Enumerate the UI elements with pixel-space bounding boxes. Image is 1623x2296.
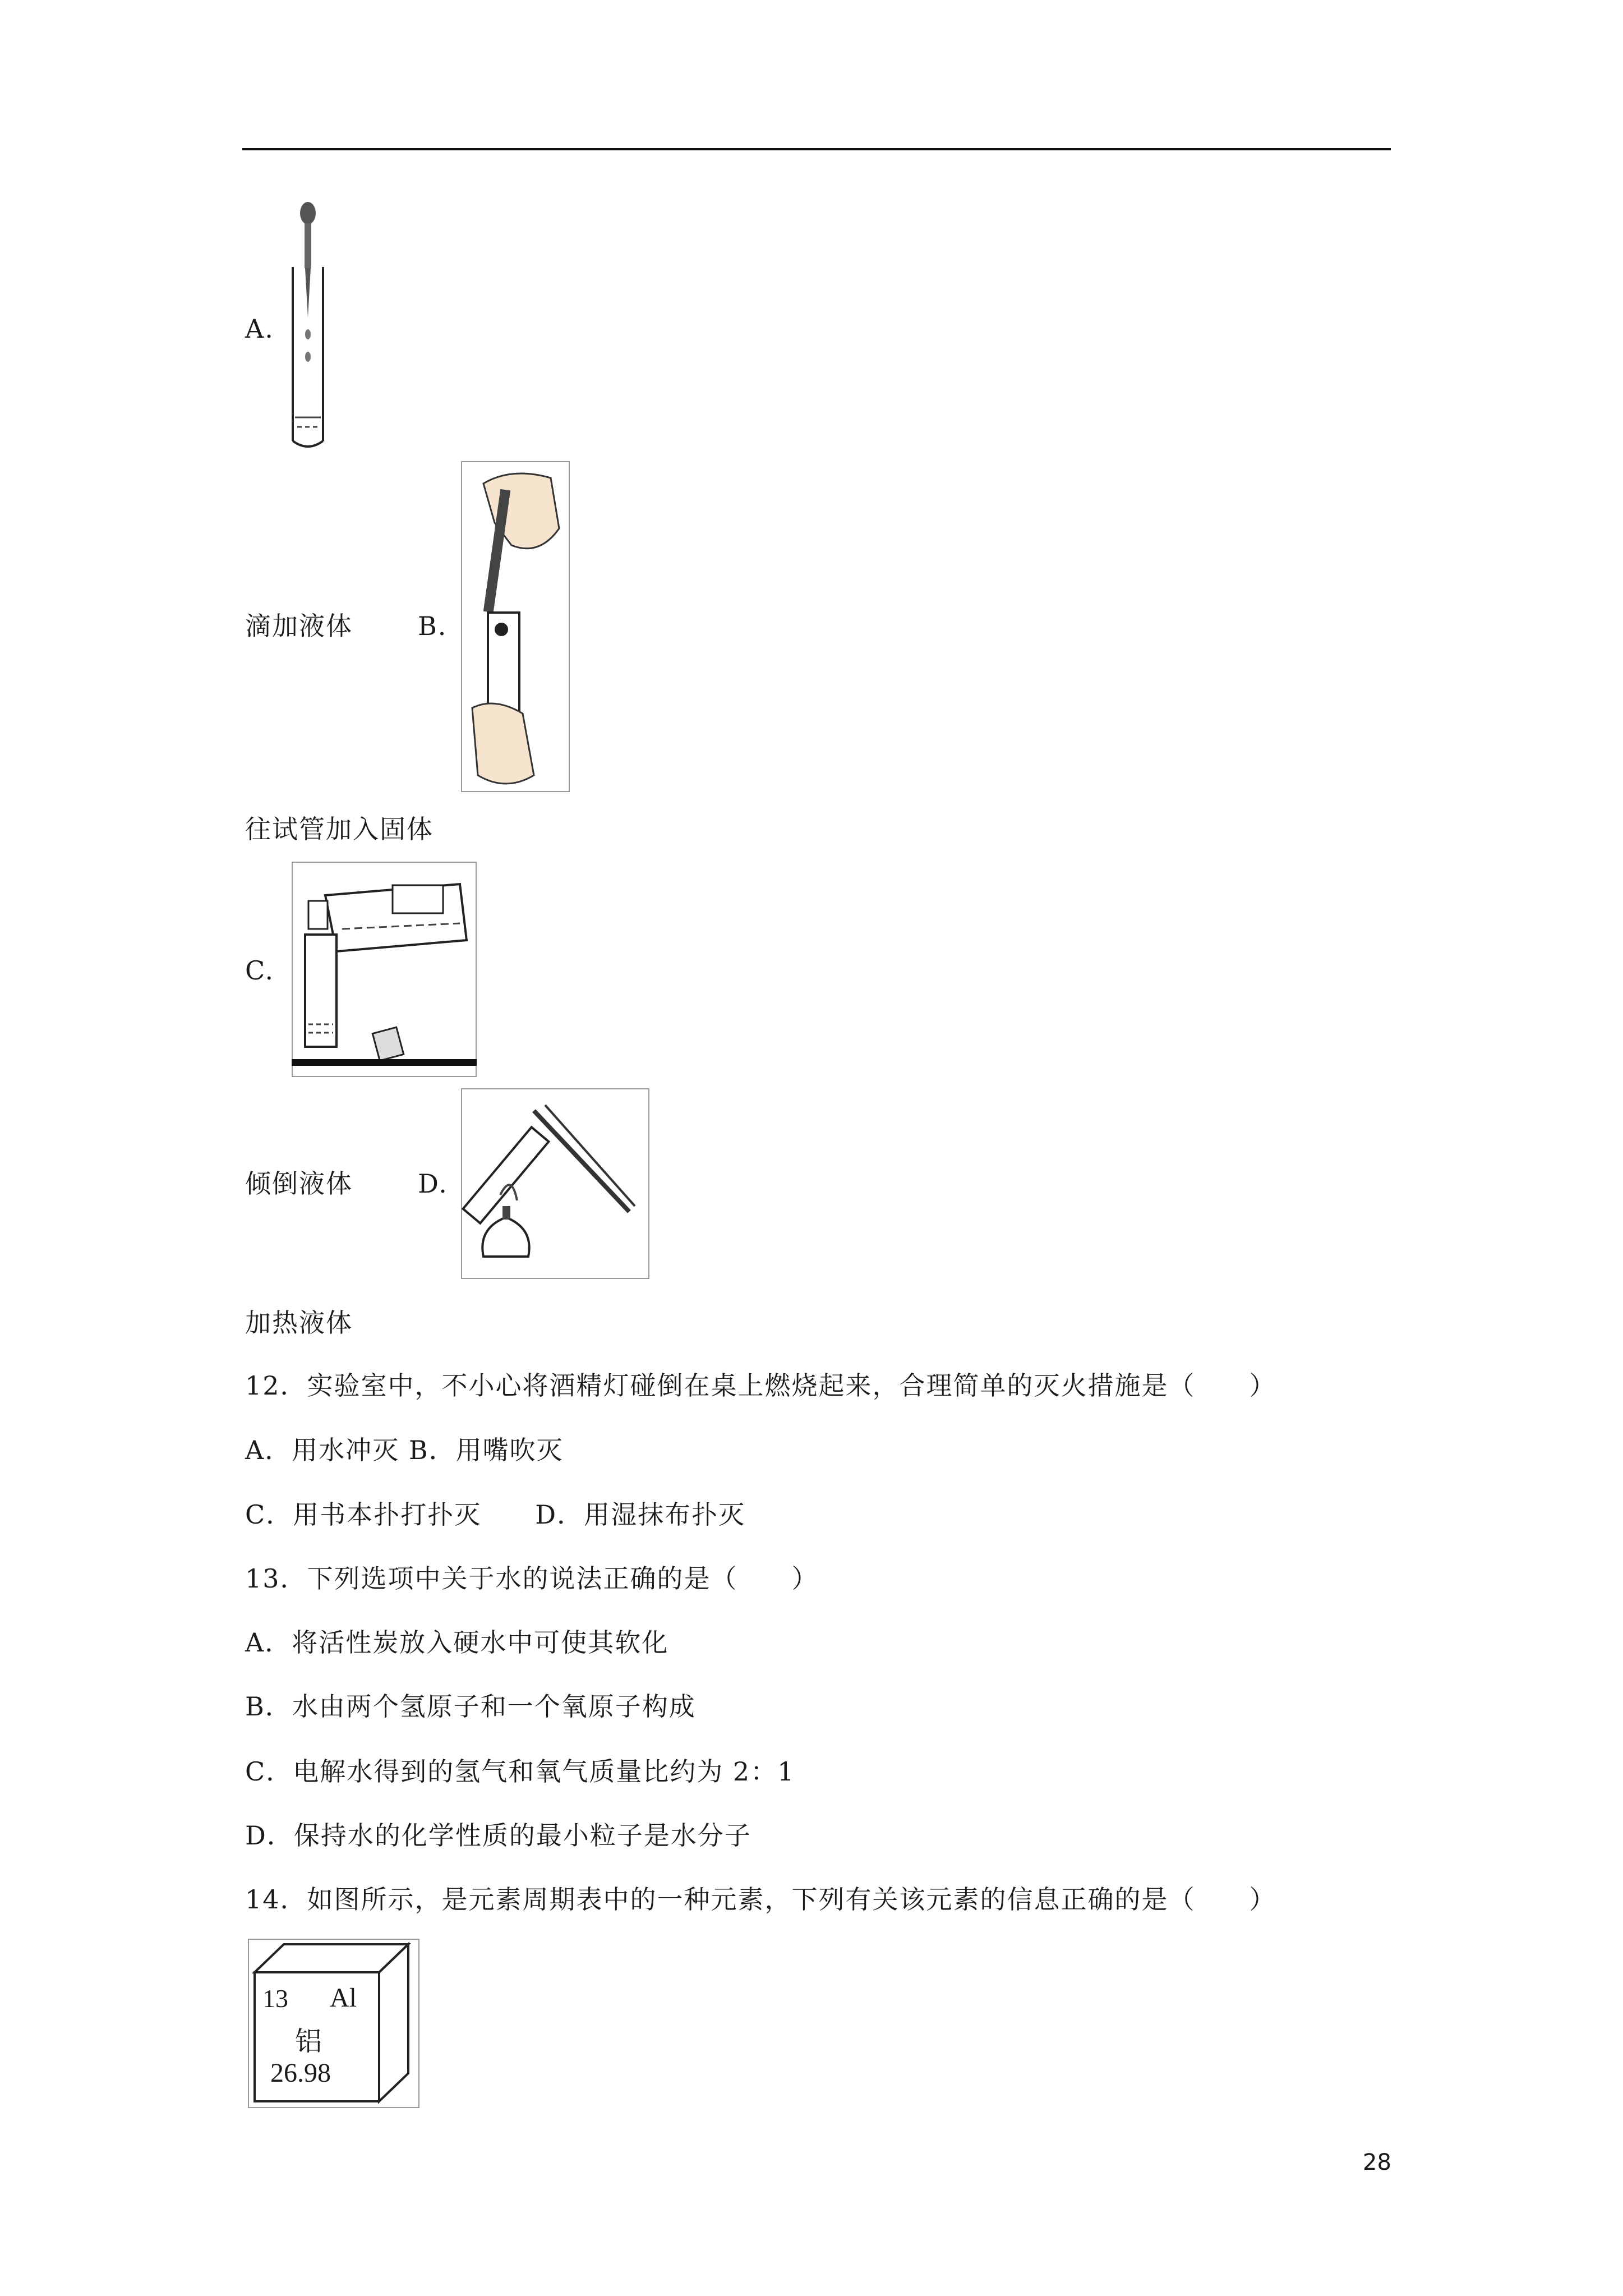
header-rule [242,148,1391,150]
pouring-liquid-image [292,862,477,1077]
element-atomic-number: 13 [262,1984,288,2013]
q13-option-a: A．将活性炭放入硬水中可使其软化 [245,1627,669,1658]
option-c-caption: 倾倒液体 [245,1168,353,1199]
heating-liquid-image [461,1088,649,1279]
q13-option-d: D．保持水的化学性质的最小粒子是水分子 [245,1820,751,1851]
option-c-letter: C. [245,955,275,986]
q12-options-line1: A．用水冲灭 B．用嘴吹灭 [245,1435,564,1465]
option-b-letter: B. [418,611,448,641]
solid-into-tube-image [461,461,570,792]
page-number: 28 [1363,2150,1391,2175]
element-cell-aluminum [248,1939,419,2108]
option-a-letter: A. [245,314,274,344]
option-d-caption: 加热液体 [245,1308,353,1338]
q12-stem: 12．实验室中，不小心将酒精灯碰倒在桌上燃烧起来，合理简单的灭火措施是（ ） [245,1370,1276,1401]
element-symbol: Al [330,1983,357,2013]
dropper-tube-image [285,200,331,452]
option-b-caption: 往试管加入固体 [245,814,434,844]
element-atomic-mass: 26.98 [270,2058,331,2088]
q13-stem: 13．下列选项中关于水的说法正确的是（ ） [245,1563,819,1594]
q14-stem: 14．如图所示，是元素周期表中的一种元素，下列有关该元素的信息正确的是（ ） [245,1884,1276,1915]
option-a-caption: 滴加液体 [245,611,353,641]
q13-option-b: B．水由两个氢原子和一个氧原子构成 [245,1691,696,1722]
q13-option-c: C．电解水得到的氢气和氧气质量比约为 2：1 [245,1756,795,1787]
element-name: 铝 [295,2026,322,2057]
q12-options-line2: C．用书本扑打扑灭 D．用湿抹布扑灭 [245,1499,746,1530]
option-d-letter: D. [418,1168,448,1199]
